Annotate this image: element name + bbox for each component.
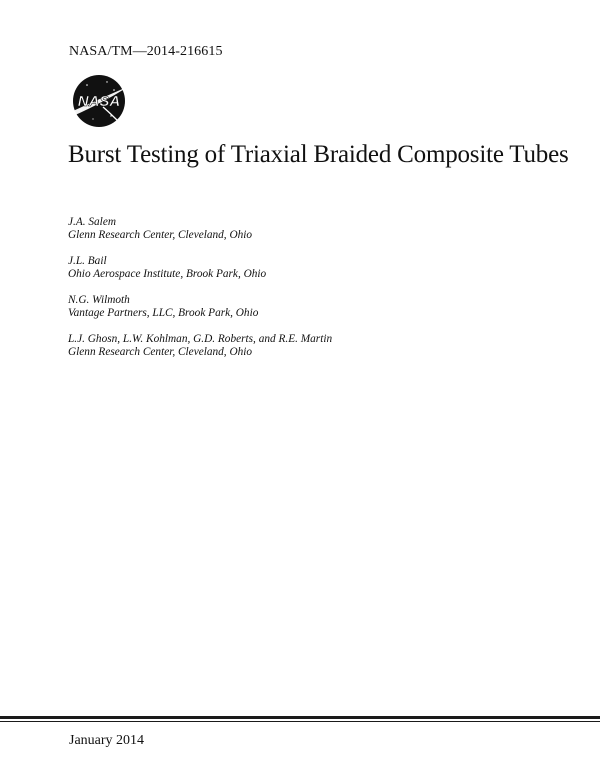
logo-text: NASA (77, 93, 121, 110)
nasa-logo (67, 72, 131, 130)
author-names: L.J. Ghosn, L.W. Kohlman, G.D. Roberts, and R.E. Martin (68, 333, 333, 345)
author-names: J.L. Bail (68, 255, 107, 267)
author-block (68, 333, 332, 359)
footer-rule-thin (0, 721, 600, 722)
author-list (68, 216, 332, 372)
author-block (68, 216, 332, 242)
publication-date: January 2014 (69, 733, 145, 748)
footer-rule-thick (0, 716, 600, 719)
author-affiliation: Glenn Research Center, Cleveland, Ohio (68, 346, 253, 358)
author-names: J.A. Salem (68, 216, 116, 228)
author-affiliation: Glenn Research Center, Cleveland, Ohio (68, 229, 253, 241)
author-block (68, 255, 332, 281)
document-title: Burst Testing of Triaxial Braided Composite Tubes (68, 141, 569, 168)
author-names: N.G. Wilmoth (68, 294, 130, 306)
author-affiliation: Vantage Partners, LLC, Brook Park, Ohio (68, 307, 259, 319)
author-affiliation: Ohio Aerospace Institute, Brook Park, Ohio (68, 268, 267, 280)
report-number: NASA/TM—2014-216615 (69, 44, 223, 59)
author-block (68, 294, 332, 320)
